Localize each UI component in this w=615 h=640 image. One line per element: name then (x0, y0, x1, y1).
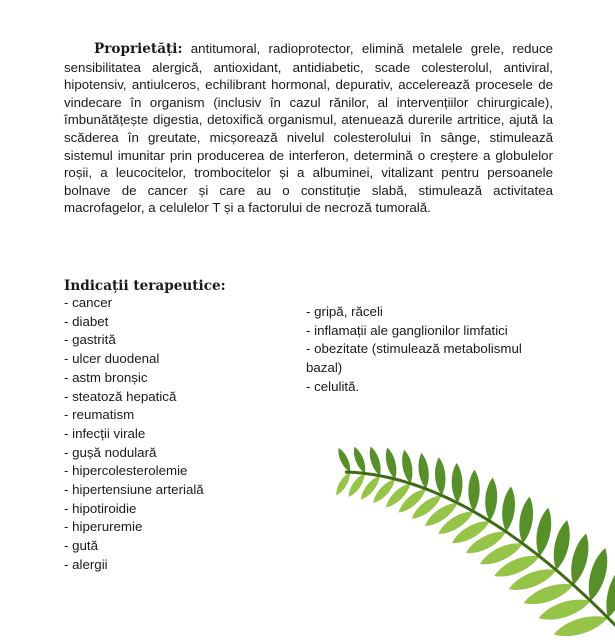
leaflet (533, 507, 555, 558)
leaflet (484, 477, 499, 521)
list-item: - astm bronșic (64, 369, 148, 385)
list-item: - steatoză hepatică (64, 388, 177, 404)
leaflet (383, 447, 399, 481)
leaflet (550, 519, 574, 572)
list-item: - gripă, răceli (306, 304, 383, 319)
leaflet (566, 532, 593, 587)
leaflet (367, 445, 384, 477)
leaflet (451, 463, 463, 503)
properties-label: Proprietăți: (94, 41, 183, 57)
indications-heading: Indicații terapeutice: (64, 278, 226, 294)
list-item: - hiperuremie (64, 519, 143, 535)
properties-text: antitumoral, radioprotector, elimină metalele grele, reduce sensibilitatea alergică, antioxidant, antidiabetic, scade colesterolul, antiviral, hipotensiv, antiulceros, echilibrant hormonal, depurativ, accelerează procesele de vindecare în organism (inclusiv în cazul rănilor, al intervențiilor chirurgicale), îmbunătățește digestia, detoxifică organismul, atenuează durerile artritice, ajută la scăderea în greutate, micșorează nivelul colesterolului în sânge, stimulează sistemul imunitar prin producerea de interferon, determină o creștere a globulelor roșii, a leucocitelor, trombocitelor și a albuminei, vitalizant pentru persoanele bolnave de cancer și care au o constituție slabă, stimulează activitatea macrofagelor, a celulelor T și a factorului de necroză tumorală. (64, 41, 553, 216)
indications-list-left (64, 294, 204, 575)
leaflet (351, 445, 369, 474)
leaflet (516, 496, 536, 545)
leaflet (335, 446, 353, 473)
properties-paragraph (64, 40, 553, 217)
list-item: - alergii (64, 556, 108, 572)
list-item: - obezitate (stimulează metabolismul bazal) (306, 341, 522, 376)
leaflet (500, 486, 517, 533)
leaflet (400, 449, 415, 484)
list-item: - gușă nodulară (64, 444, 157, 460)
list-item: - inflamații ale ganglionilor limfatici (306, 322, 508, 338)
list-item: - gută (64, 538, 99, 554)
list-item: - hipertensiune arterială (64, 482, 204, 498)
list-item: - cancer (64, 295, 113, 310)
list-item: - reumatism (64, 407, 135, 423)
indications-list-right (306, 303, 556, 397)
list-item: - ulcer duodenal (64, 351, 160, 367)
list-item: - hipotiroidie (64, 500, 137, 516)
leaflet (468, 470, 480, 512)
list-item: - celulită. (306, 378, 360, 394)
leaflet (434, 457, 447, 496)
leaflet (417, 452, 431, 489)
fern-leaf-image (320, 440, 615, 640)
list-item: - diabet (64, 313, 109, 329)
list-item: - gastrită (64, 332, 116, 348)
list-item: - hipercolesterolemie (64, 463, 188, 479)
list-item: - infecții virale (64, 425, 146, 441)
